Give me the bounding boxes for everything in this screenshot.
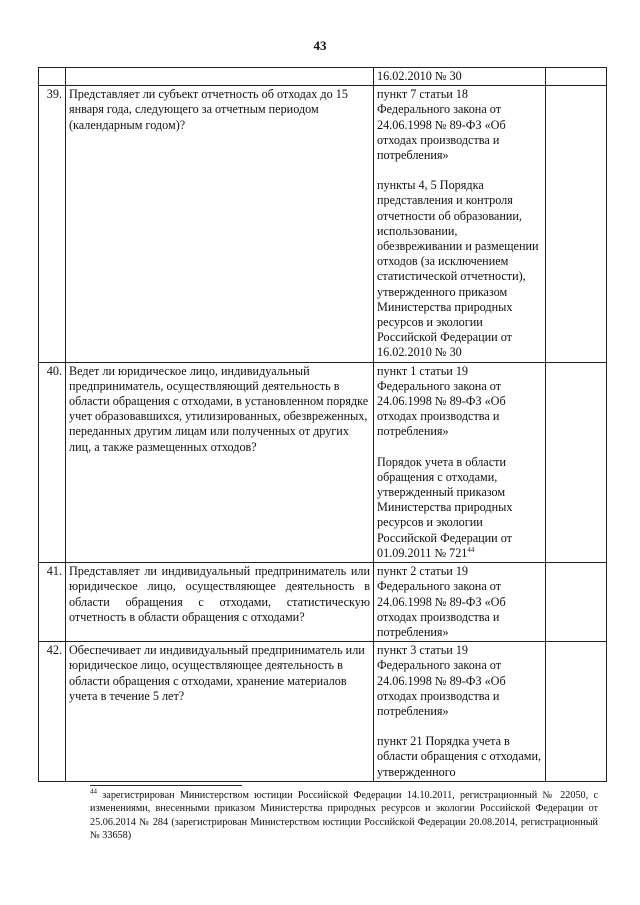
legal-basis <box>374 86 546 362</box>
footnote-ref[interactable]: 44 <box>467 545 475 554</box>
answer-cell <box>546 563 607 642</box>
row-number: 41. <box>39 563 66 642</box>
table-row <box>39 86 607 362</box>
table-row <box>39 362 607 562</box>
legal-basis <box>374 68 546 86</box>
paragraph-gap <box>377 163 542 178</box>
answer-cell <box>546 86 607 362</box>
inspection-checklist-table <box>38 67 607 782</box>
legal-basis-text: Порядок учета в области обращения с отходами, утвержденный приказом Министерства природных ресурсов и экологии Российской Федерации от 01.09.2011 № 721 <box>377 454 513 560</box>
legal-basis-paragraph: пункт 7 статьи 18 Федерального закона от 24.06.1998 № 89-ФЗ «Об отходах производства и потребления» <box>377 87 506 163</box>
answer-cell <box>546 68 607 86</box>
legal-basis-paragraph: пункт 21 Порядка учета в области обращения с отходами, утвержденного <box>377 734 542 779</box>
question-text <box>66 68 374 86</box>
legal-basis <box>374 362 546 562</box>
paragraph-gap <box>377 440 542 455</box>
question-text: Обеспечивает ли индивидуальный предприниматель или юридическое лицо, осуществляющее деятельность в области обращения с отходами, хранение материалов учета в течение 5 лет? <box>66 642 374 782</box>
row-number: 39. <box>39 86 66 362</box>
paragraph-gap <box>377 719 542 734</box>
table-row <box>39 68 607 86</box>
page-number: 43 <box>313 38 327 53</box>
legal-basis-paragraph: пункт 2 статьи 19 Федерального закона от 24.06.1998 № 89-ФЗ «Об отходах производства и потребления» <box>377 564 506 639</box>
question-text: Ведет ли юридическое лицо, индивидуальный предприниматель, осуществляющий деятельность в области обращения с отходами, в установленном порядке учет образовавшихся, утилизированных, обезвреженных, переданных другим лицам или полученных от других лиц, а также размещенных отходов? <box>66 362 374 562</box>
answer-cell <box>546 362 607 562</box>
legal-basis <box>374 563 546 642</box>
legal-basis-paragraph: пункт 1 статьи 19 Федерального закона от 24.06.1998 № 89-ФЗ «Об отходах производства и потребления» <box>377 363 506 439</box>
question-text: Представляет ли субъект отчетность об отходах до 15 января года, следующего за отчетным периодом (календарным годом)? <box>66 86 374 362</box>
row-number <box>39 68 66 86</box>
answer-cell <box>546 642 607 782</box>
row-number: 42. <box>39 642 66 782</box>
legal-basis-paragraph: пункты 4, 5 Порядка представления и контроля отчетности об образовании, использовании, обезвреживании и размещении отходов (за исключением статистической отчетности), утвержденного приказом Министерства природных ресурсов и экологии Российской Федерации от 16.02.2010 № 30 <box>377 178 539 360</box>
footnote-text: зарегистрирован Министерством юстиции Российской Федерации 14.10.2011, регистрационный № 22050, с изменениями, внесенными приказом Министерства природных ресурсов и экологии Российской Федерации от 25.06.2014 № 284 (зарегистрирован Министерством юстиции Российской Федерации 20.08.2014, регистрационный № 33658) <box>90 790 598 842</box>
legal-basis-paragraph: пункт 3 статьи 19 Федерального закона от 24.06.1998 № 89-ФЗ «Об отходах производства и потребления» <box>377 643 506 718</box>
footnote-marker: 44 <box>90 787 97 796</box>
footnote-separator <box>90 785 242 786</box>
legal-basis <box>374 642 546 782</box>
row-number: 40. <box>39 362 66 562</box>
table-row <box>39 563 607 642</box>
table-row <box>39 642 607 782</box>
legal-basis-paragraph: 16.02.2010 № 30 <box>377 69 462 83</box>
legal-basis-paragraph <box>377 455 542 561</box>
question-text: Представляет ли индивидуальный предприниматель или юридическое лицо, осуществляющее деятельность в области обращения с отходами, статистическую отчетность в области обращения с отходами? <box>66 563 374 642</box>
footnote <box>90 789 598 843</box>
